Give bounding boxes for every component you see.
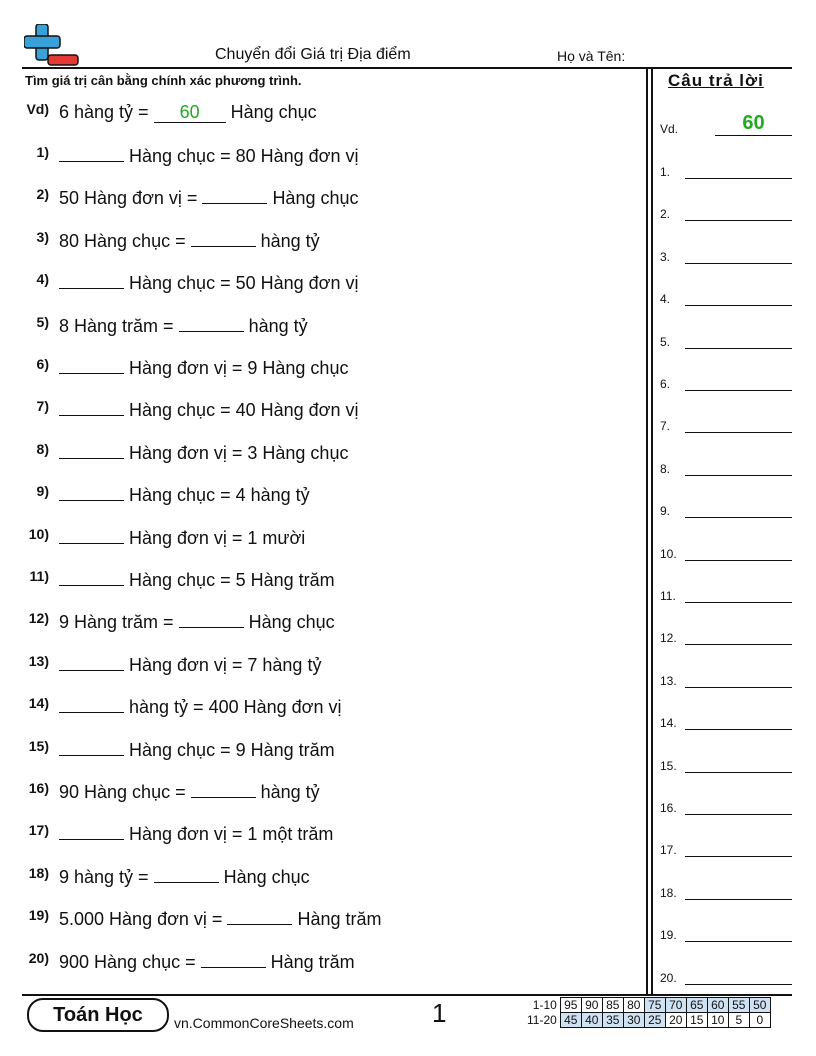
answer-label: 18. (660, 885, 677, 900)
answer-divider-left (646, 68, 648, 996)
problem-number: 12) (28, 610, 49, 627)
problem-number: 10) (28, 525, 49, 542)
problem-number: 16) (28, 780, 49, 796)
example-answer-blank: 60 (154, 102, 226, 123)
problem-before: 900 Hàng chục = (59, 951, 196, 972)
score-cell: 0 (749, 1013, 770, 1028)
problem-number: Vd) (26, 101, 49, 117)
problem-text (59, 399, 358, 421)
score-range-label: 11-20 (527, 1013, 557, 1027)
answer-row[interactable] (660, 413, 792, 433)
problem-text (59, 527, 305, 549)
answer-row[interactable] (660, 456, 792, 476)
problem-text (59, 696, 341, 718)
problem-before: 90 Hàng chục = (59, 782, 186, 802)
answer-label: 12. (660, 631, 677, 646)
answers-heading: Câu trả lời (668, 71, 764, 90)
page-number: 1 (432, 998, 447, 1028)
answer-line[interactable] (685, 687, 792, 688)
answer-row[interactable] (660, 753, 792, 773)
problem-before: 9 hàng tỷ = (59, 866, 149, 887)
problem-text (59, 739, 335, 761)
answer-line[interactable] (685, 348, 792, 349)
problem-after: hàng tỷ (260, 230, 320, 251)
problem-number: 19) (28, 907, 49, 924)
problem-number: 11) (29, 568, 49, 584)
answer-line[interactable] (685, 263, 792, 264)
problem-row (22, 229, 622, 257)
score-cell: 75 (644, 998, 665, 1013)
problem-row (22, 695, 622, 723)
problem-text (59, 145, 358, 167)
name-label: Họ và Tên: (557, 48, 626, 64)
answer-label: 4. (660, 292, 671, 307)
answer-row[interactable] (660, 329, 792, 349)
problem-row (22, 950, 622, 978)
answer-line[interactable] (685, 856, 792, 857)
problem-number: 14) (28, 695, 49, 712)
answer-label: 1. (660, 165, 671, 179)
answer-row[interactable] (660, 965, 792, 985)
answer-blank[interactable] (59, 484, 124, 501)
problem-text (59, 611, 335, 633)
problem-number: 18) (28, 864, 49, 881)
problem-after: hàng tỷ (260, 782, 320, 802)
problem-number: 13) (28, 652, 49, 669)
problem-text (59, 357, 348, 379)
problem-number: 2) (36, 186, 49, 203)
problem-after: Hàng đơn vị = 7 hàng tỷ (129, 654, 322, 675)
problem-after: hàng tỷ = 400 Hàng đơn vị (129, 697, 342, 718)
answer-blank[interactable] (59, 442, 124, 459)
answer-blank[interactable] (179, 315, 244, 332)
problem-row (22, 314, 622, 342)
score-row (525, 1013, 770, 1028)
problem-before: 6 hàng tỷ = (59, 102, 149, 122)
score-cell: 45 (560, 1013, 581, 1028)
problem-text (59, 442, 348, 464)
answer-line[interactable] (685, 517, 792, 518)
problem-row (22, 568, 622, 596)
problem-text (59, 823, 333, 845)
answer-row[interactable] (660, 795, 792, 815)
problem-number: 17) (28, 822, 49, 839)
answer-blank[interactable] (59, 357, 124, 374)
score-table (525, 997, 771, 1028)
answer-label: 9. (660, 504, 671, 519)
answer-line[interactable] (685, 941, 792, 942)
answer-line[interactable] (685, 390, 792, 391)
score-cell: 90 (581, 998, 602, 1013)
answer-row[interactable] (660, 710, 792, 730)
answer-line[interactable] (685, 984, 792, 985)
answer-line[interactable] (685, 305, 792, 306)
problem-row (22, 186, 622, 214)
problem-after: Hàng trăm (270, 951, 355, 972)
answer-row[interactable] (660, 541, 792, 561)
problem-number: 8) (36, 440, 49, 457)
problem-before: 80 Hàng chục = (59, 230, 186, 251)
answer-label: 7. (660, 419, 671, 434)
answer-label: 17. (660, 843, 677, 858)
answer-label: 2. (660, 207, 671, 222)
answer-row[interactable] (660, 201, 792, 221)
answer-label: 16. (660, 801, 677, 815)
problem-after: Hàng đơn vị = 1 một trăm (129, 824, 334, 845)
score-cell: 5 (728, 1013, 749, 1028)
answer-line[interactable] (685, 772, 792, 773)
answer-blank[interactable] (59, 654, 124, 671)
score-cell: 35 (602, 1013, 623, 1028)
answer-row[interactable] (660, 922, 792, 942)
score-cell: 15 (686, 1013, 707, 1028)
answer-line[interactable] (685, 475, 792, 476)
answer-label: 5. (660, 334, 671, 349)
answer-row[interactable] (660, 244, 792, 264)
problem-number: 9) (36, 483, 49, 500)
answer-label: 19. (660, 928, 677, 943)
answer-label: Vd. (660, 122, 679, 136)
answer-blank[interactable] (154, 866, 219, 883)
problem-number: 15) (28, 737, 49, 754)
problem-after: Hàng chục = 80 Hàng đơn vị (129, 146, 359, 166)
problem-row (22, 483, 622, 511)
answer-blank[interactable] (59, 272, 124, 289)
answer-row[interactable] (660, 837, 792, 857)
problem-text (59, 908, 382, 930)
problem-number: 7) (36, 398, 49, 415)
problem-text (59, 569, 335, 591)
answer-label: 15. (660, 758, 677, 773)
answer-line[interactable] (685, 178, 792, 179)
answer-row-example (660, 112, 792, 136)
score-cell: 10 (707, 1013, 728, 1028)
problem-after: Hàng chục (272, 188, 359, 209)
problem-after: Hàng chục = 5 Hàng trăm (129, 570, 335, 590)
answer-blank[interactable] (59, 569, 124, 586)
problem-row (22, 653, 622, 681)
answer-label: 14. (660, 716, 677, 731)
answer-blank[interactable] (201, 951, 266, 968)
answer-row[interactable] (660, 668, 792, 688)
problem-after: Hàng chục = 9 Hàng trăm (129, 739, 335, 760)
problem-after: Hàng đơn vị = 1 mười (129, 527, 306, 548)
problem-text (59, 315, 308, 337)
problem-text (59, 187, 359, 209)
answer-line[interactable] (685, 814, 792, 815)
answer-label: 11. (660, 589, 676, 603)
footer-rule (22, 994, 792, 996)
problem-text (59, 484, 310, 506)
problem-row (22, 271, 622, 299)
problem-before: 9 Hàng trăm = (59, 612, 174, 633)
score-cell: 25 (644, 1013, 665, 1028)
problem-text (59, 781, 320, 803)
answer-divider-right (651, 68, 653, 996)
example-answer-value: 60 (742, 112, 765, 134)
answer-line[interactable] (685, 644, 792, 645)
problem-text (59, 230, 320, 252)
answer-blank[interactable] (191, 230, 256, 247)
problem-number: 6) (36, 356, 49, 372)
score-cell: 95 (560, 998, 581, 1013)
plus-minus-logo-icon (24, 24, 80, 68)
answer-label: 8. (660, 461, 671, 476)
problem-row (22, 356, 622, 384)
problem-text (59, 654, 321, 676)
answer-line[interactable] (685, 560, 792, 561)
answer-row[interactable] (660, 625, 792, 645)
brand-badge: Toán Học (27, 998, 169, 1032)
answer-blank[interactable] (59, 823, 124, 840)
problem-text (59, 272, 358, 294)
answer-line[interactable] (685, 729, 792, 730)
problem-row (22, 822, 622, 850)
problem-text (59, 951, 355, 973)
score-cell: 80 (623, 998, 644, 1013)
answer-row[interactable] (660, 159, 792, 179)
answer-blank[interactable] (59, 696, 124, 713)
problem-number: 1) (36, 144, 49, 160)
answer-blank[interactable] (59, 527, 124, 544)
problem-row (22, 526, 622, 554)
example-problem (22, 101, 622, 129)
problem-row (22, 144, 622, 172)
answer-row[interactable] (660, 286, 792, 306)
answer-blank[interactable] (59, 739, 124, 756)
problem-row (22, 738, 622, 766)
score-range-label: 1-10 (532, 998, 557, 1012)
problem-row (22, 865, 622, 893)
score-cell: 70 (665, 998, 686, 1013)
instructions: Tìm giá trị cân bằng chính xác phương trình. (25, 73, 302, 88)
problem-row (22, 610, 622, 638)
answer-line[interactable] (685, 602, 792, 603)
answer-line[interactable] (685, 432, 792, 433)
problem-before: 8 Hàng trăm = (59, 315, 174, 336)
score-cell: 30 (623, 1013, 644, 1028)
answer-blank[interactable] (191, 781, 256, 798)
score-cell: 60 (707, 998, 728, 1013)
problem-number: 4) (36, 271, 49, 288)
problem-number: 5) (36, 313, 49, 330)
score-cell: 50 (749, 998, 770, 1013)
problem-after: Hàng chục = 40 Hàng đơn vị (129, 400, 359, 421)
problem-row (22, 780, 622, 808)
score-row (525, 998, 770, 1013)
answer-blank[interactable] (227, 908, 292, 925)
problem-after: Hàng chục (230, 102, 317, 122)
problem-after: Hàng đơn vị = 9 Hàng chục (129, 358, 349, 378)
problem-after: Hàng chục (223, 866, 310, 887)
answer-row[interactable] (660, 880, 792, 900)
answer-row[interactable] (660, 498, 792, 518)
answer-label: 6. (660, 377, 671, 391)
problem-row (22, 441, 622, 469)
answer-line (715, 135, 792, 136)
problem-before: 50 Hàng đơn vị = (59, 188, 198, 209)
page-title: Chuyển đổi Giá trị Địa điểm (215, 46, 411, 63)
answer-blank[interactable] (59, 145, 124, 162)
answer-line[interactable] (685, 220, 792, 221)
problem-after: Hàng chục = 4 hàng tỷ (129, 485, 310, 506)
score-cell: 40 (581, 1013, 602, 1028)
answer-label: 3. (660, 249, 671, 264)
problem-after: Hàng đơn vị = 3 Hàng chục (129, 442, 349, 463)
problem-after: Hàng chục = 50 Hàng đơn vị (129, 273, 359, 294)
answer-label: 20. (660, 970, 677, 985)
problem-after: Hàng trăm (297, 909, 382, 930)
problem-after: hàng tỷ (248, 315, 308, 336)
header-rule (22, 67, 792, 69)
score-cell: 55 (728, 998, 749, 1013)
answer-label: 10. (660, 546, 677, 561)
score-cell: 65 (686, 998, 707, 1013)
answer-label: 13. (660, 673, 677, 688)
answer-line[interactable] (685, 899, 792, 900)
answer-row[interactable] (660, 583, 792, 603)
problem-number: 20) (28, 949, 49, 966)
answer-blank[interactable] (179, 611, 244, 628)
score-cell: 20 (665, 1013, 686, 1028)
problem-after: Hàng chục (248, 612, 335, 633)
answer-row[interactable] (660, 371, 792, 391)
answer-blank[interactable] (59, 399, 124, 416)
answer-blank[interactable] (202, 187, 267, 204)
problem-row (22, 398, 622, 426)
problem-row (22, 907, 622, 935)
score-cell: 85 (602, 998, 623, 1013)
problem-number: 3) (36, 228, 49, 245)
problem-text (59, 866, 310, 888)
problem-text (59, 102, 317, 123)
problem-before: 5.000 Hàng đơn vị = (59, 909, 223, 930)
site-url[interactable]: vn.CommonCoreSheets.com (174, 1015, 354, 1031)
